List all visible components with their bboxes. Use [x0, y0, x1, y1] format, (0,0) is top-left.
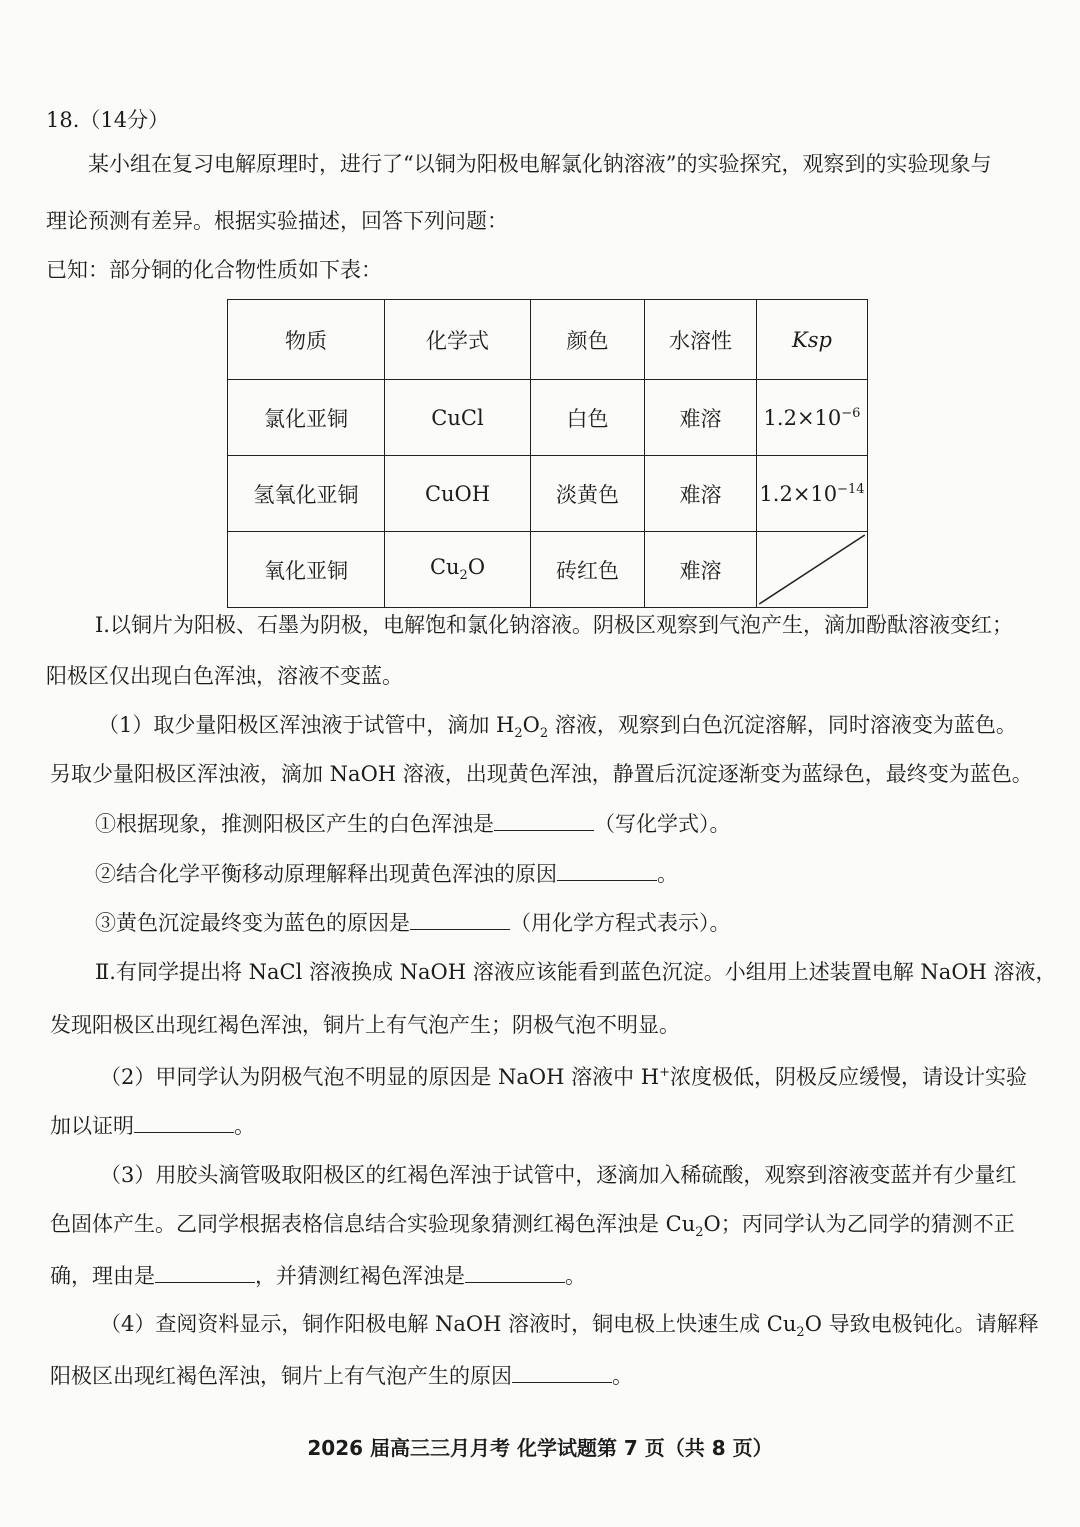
- diagonal-slash: [757, 532, 867, 607]
- copper-compounds-table: [227, 299, 868, 608]
- q1-sub-3: ③黄色沉淀最终变为蓝色的原因是 （用化学方程式表示）。: [95, 911, 731, 935]
- cell-ksp-empty: [757, 532, 868, 608]
- q3-line-1: （3）用胶头滴管吸取阳极区的红褐色浑浊于试管中，逐滴加入稀硫酸，观察到溶液变蓝并有少量红: [100, 1163, 1017, 1187]
- question-header: 18.（14分）: [46, 108, 170, 132]
- q4-line-2: 阳极区出现红褐色浑浊，铜片上有气泡产生的原因 。: [50, 1364, 633, 1388]
- cell-ksp: $1.2\times 10^{-14}$: [757, 456, 868, 532]
- known-line: 已知：部分铜的化合物性质如下表：: [46, 258, 382, 282]
- page-footer: 2026 届高三三月月考 化学试题第 7 页（共 8 页）: [307, 1436, 773, 1460]
- part2-line-1: Ⅱ.有同学提出将 NaCl 溶液换成 NaOH 溶液应该能看到蓝色沉淀。小组用上述装置电解 NaOH 溶液，: [95, 960, 1057, 984]
- answer-blank[interactable]: [557, 860, 657, 881]
- table-header-row: [228, 300, 868, 380]
- q1-line-1: （1）取少量阳极区浑浊液于试管中，滴加 $H_2O_2$ 溶液，观察到白色沉淀溶解，同时溶液变为蓝色。: [98, 713, 1017, 742]
- answer-blank[interactable]: [494, 810, 594, 831]
- q1-sub-1: ①根据现象，推测阳极区产生的白色浑浊是 （写化学式）。: [95, 812, 731, 836]
- cell-name: 氧化亚铜: [228, 532, 385, 608]
- q1-sub-2: ②结合化学平衡移动原理解释出现黄色浑浊的原因 。: [95, 862, 678, 886]
- part1-line-1: Ⅰ.以铜片为阳极、石墨为阴极，电解饱和氯化钠溶液。阴极区观察到气泡产生，滴加酚酞溶液变红；: [95, 613, 1013, 637]
- q4-line-1: （4）查阅资料显示，铜作阳极电解 NaOH 溶液时，铜电极上快速生成 $Cu_2O$ 导致电极钝化。请解释: [100, 1312, 1039, 1341]
- cell-name: 氯化亚铜: [228, 380, 385, 456]
- cell-color: 砖红色: [531, 532, 645, 608]
- table-row: [228, 456, 868, 532]
- intro-line-2: 理论预测有差异。根据实验描述，回答下列问题：: [46, 209, 508, 233]
- cell-solubility: 难溶: [645, 532, 757, 608]
- cell-name: 氢氧化亚铜: [228, 456, 385, 532]
- q3-line-3: 确，理由是 ，并猜测红褐色浑浊是 。: [50, 1264, 586, 1288]
- answer-blank[interactable]: [155, 1262, 255, 1283]
- answer-blank[interactable]: [465, 1262, 565, 1283]
- cell-ksp: $1.2\times 10^{-6}$: [757, 380, 868, 456]
- table-row: [228, 380, 868, 456]
- q1-line-2: 另取少量阳极区浑浊液，滴加 NaOH 溶液，出现黄色浑浊，静置后沉淀逐渐变为蓝绿色，最终变为蓝色。: [50, 762, 1033, 786]
- answer-blank[interactable]: [134, 1112, 234, 1133]
- part2-line-2: 发现阳极区出现红褐色浑浊，铜片上有气泡产生；阴极气泡不明显。: [50, 1013, 680, 1037]
- table-row: [228, 532, 868, 608]
- header-ksp: Ksp: [757, 300, 868, 380]
- cell-solubility: 难溶: [645, 456, 757, 532]
- cell-formula: CuOH: [385, 456, 531, 532]
- cell-solubility: 难溶: [645, 380, 757, 456]
- header-solubility: 水溶性: [645, 300, 757, 380]
- cell-formula: $Cu_2O$: [385, 532, 531, 608]
- cell-color: 白色: [531, 380, 645, 456]
- cell-color: 淡黄色: [531, 456, 645, 532]
- answer-blank[interactable]: [512, 1362, 612, 1383]
- q3-line-2: 色固体产生。乙同学根据表格信息结合实验现象猜测红褐色浑浊是 $Cu_2O$；丙同学认为乙同学的猜测不正: [50, 1212, 1015, 1241]
- answer-blank[interactable]: [410, 909, 510, 930]
- header-formula: 化学式: [385, 300, 531, 380]
- intro-line-1: 某小组在复习电解原理时，进行了“以铜为阳极电解氯化钠溶液”的实验探究，观察到的实验现象与: [88, 152, 992, 176]
- part1-line-2: 阳极区仅出现白色浑浊，溶液不变蓝。: [46, 664, 403, 688]
- q2-line-2: 加以证明 。: [50, 1114, 255, 1138]
- header-color: 颜色: [531, 300, 645, 380]
- header-substance: 物质: [228, 300, 385, 380]
- q2-line-1: （2）甲同学认为阴极气泡不明显的原因是 NaOH 溶液中 H+浓度极低，阴极反应缓慢，请设计实验: [100, 1065, 1028, 1089]
- cell-formula: CuCl: [385, 380, 531, 456]
